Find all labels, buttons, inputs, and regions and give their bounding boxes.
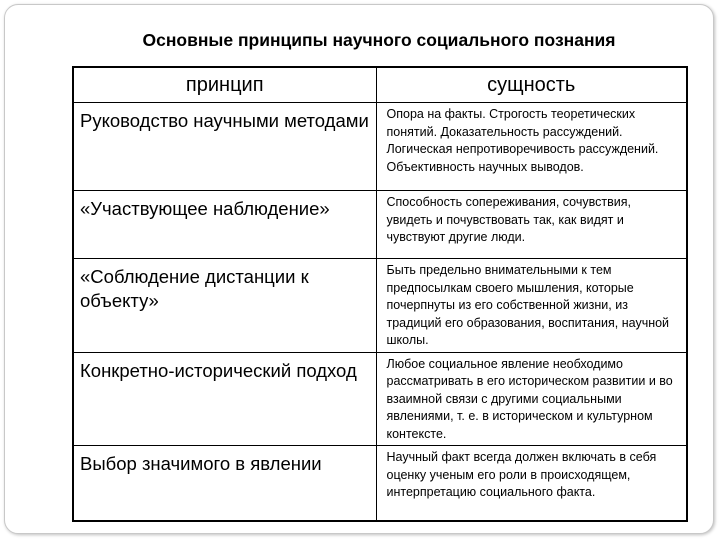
principle-cell: Выбор значимого в явлении	[73, 446, 376, 522]
header-principle: принцип	[73, 67, 376, 103]
header-essence: сущность	[376, 67, 687, 103]
essence-cell: Научный факт всегда должен включать в себя оценку ученым его роли в происходящем, интерпретацию социального факта.	[376, 446, 687, 522]
table-row	[73, 259, 687, 353]
principle-cell: Конкретно-исторический подход	[73, 352, 376, 446]
essence-cell: Способность сопереживания, сочувствия, увидеть и почувствовать так, как видят и чувствуют другие люди.	[376, 191, 687, 259]
slide-title: Основные принципы научного социального познания	[142, 30, 616, 50]
principle-cell: Руководство научными методами	[73, 103, 376, 191]
table-row	[73, 446, 687, 522]
table-header-row	[73, 67, 687, 103]
principle-cell: «Участвующее наблюдение»	[73, 191, 376, 259]
essence-cell: Любое социальное явление необходимо рассматривать в его историческом развитии и во взаимной связи с другими социальными явлениями, т. е. в историческом и культурном контексте.	[376, 352, 687, 446]
table-row	[73, 352, 687, 446]
table-row	[73, 191, 687, 259]
principles-table-container	[72, 66, 686, 522]
principles-table	[72, 66, 688, 522]
essence-cell: Опора на факты. Строгость теоретических понятий. Доказательность рассуждений. Логическая непротиворечивость рассуждений. Объективность научных выводов.	[376, 103, 687, 191]
table-row	[73, 103, 687, 191]
principle-cell: «Соблюдение дистанции к объекту»	[73, 259, 376, 353]
essence-cell: Быть предельно внимательными к тем предпосылкам своего мышления, которые почерпнуты из его собственной жизни, из традиций его образования, воспитания, научной школы.	[376, 259, 687, 353]
